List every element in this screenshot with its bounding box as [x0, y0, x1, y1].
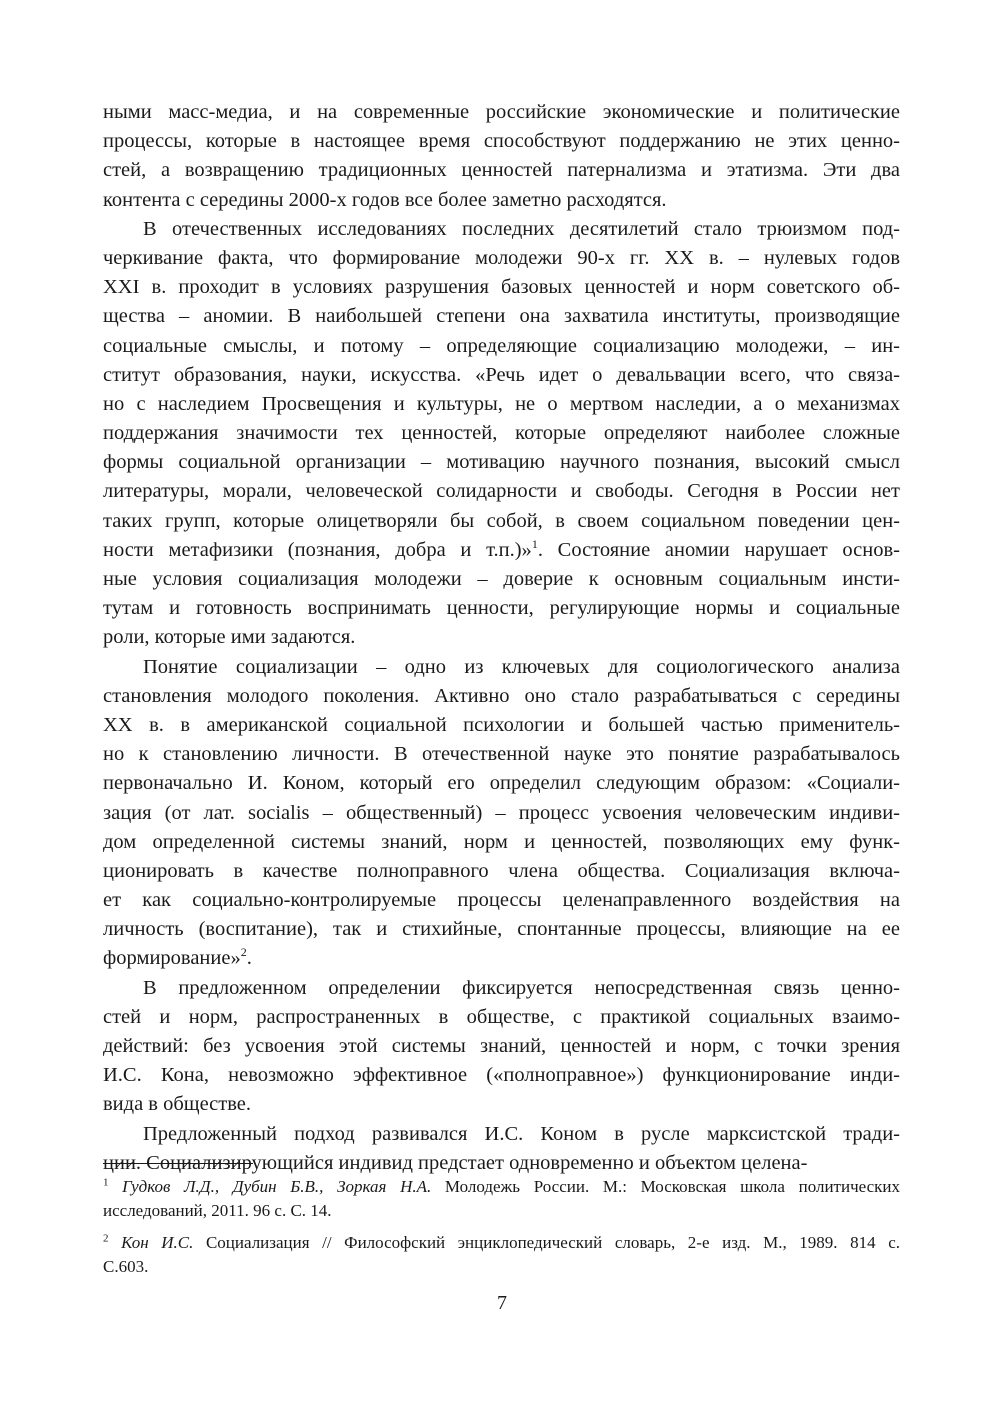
text-line: формы социальной организации – мотивацию научного познания, высокий смысл	[103, 451, 900, 474]
main-text	[103, 98, 900, 1178]
footnote-1-line-2: исследований, 2011. 96 с. С. 14.	[103, 1201, 332, 1220]
text-line: контента с середины 2000-х годов все более заметно расходятся.	[103, 188, 667, 211]
text-line: В отечественных исследованиях последних десятилетий стало трюизмом под-	[143, 217, 900, 240]
text-line: тутам и готовность воспринимать ценности, регулирующие нормы и социальные	[103, 597, 900, 620]
text-line: дом определенной системы знаний, норм и ценностей, позволяющих ему функ-	[103, 830, 900, 853]
text-line: первоначально И. Коном, который его определил следующим образом: «Социали-	[103, 772, 900, 795]
page-number: 7	[497, 1292, 507, 1314]
footnote-2-mark: 2	[103, 1232, 109, 1245]
footnote-ref-2: 2	[240, 945, 247, 960]
text-fragment: .	[246, 947, 252, 970]
text-line: вида в обществе.	[103, 1093, 252, 1116]
footnote-1	[103, 1175, 900, 1223]
text-line: процессы, которые в настоящее время способствуют поддержанию не этих ценно-	[103, 130, 900, 153]
footnote-1-author: Гудков Л.Д., Дубин Б.В., Зоркая Н.А.	[122, 1177, 432, 1196]
footnote-ref-1: 1	[531, 536, 538, 551]
text-fragment: . Состояние аномии нарушает основ-	[537, 538, 900, 561]
paragraph-p2	[103, 215, 900, 653]
footnote-1-mark: 1	[103, 1176, 109, 1189]
paragraph-p1	[103, 98, 900, 215]
text-line: ные условия социализация молодежи – доверие к основным социальным инсти-	[103, 568, 900, 590]
text-line: ции. Социализирующийся индивид предстает одновременно и объектом целена-	[103, 1151, 808, 1174]
footnote-2-title: Социализация // Философский энциклопедический словарь, 2-е изд. М., 1989. 814 с.	[193, 1233, 900, 1252]
page-body	[103, 98, 900, 1178]
text-line	[103, 536, 900, 565]
text-line	[103, 944, 900, 973]
text-line: В предложенном определении фиксируется непосредственная связь ценно-	[143, 976, 900, 999]
text-fragment: формирование»	[103, 947, 241, 970]
text-line: таких групп, которые олицетворяли бы собой, в своем социальном поведении цен-	[103, 509, 900, 532]
footnote-2-author: Кон И.С.	[121, 1233, 194, 1252]
text-line: ными масс-медиа, и на современные российские экономические и политические	[103, 101, 900, 123]
text-line: литературы, морали, человеческой солидарности и свободы. Сегодня в России нет	[103, 480, 900, 503]
paragraph-p5	[103, 1120, 900, 1178]
text-line: черкивание факта, что формирование молодежи 90-х гг. XX в. – нулевых годов	[103, 246, 900, 269]
text-line: но с наследием Просвещения и культуры, не о мертвом наследии, а о механизмах	[103, 392, 900, 415]
text-line: Предложенный подход развивался И.С. Коном в русле марксистской тради-	[143, 1122, 900, 1145]
text-line: роли, которые ими задаются.	[103, 626, 356, 649]
text-line: стей, а возвращению традиционных ценностей патернализма и этатизма. Эти два	[103, 159, 900, 182]
text-line: поддержания значимости тех ценностей, которые определяют наиболее сложные	[103, 422, 900, 445]
text-line: стей и норм, распространенных в обществе, с практикой социальных взаимо-	[103, 1005, 900, 1028]
footnote-1-title: Молодежь России. М.: Московская школа политических	[431, 1177, 900, 1196]
text-line: ционировать в качестве полноправного члена общества. Социализация включа-	[103, 859, 900, 882]
text-line: зация (от лат. socialis – общественный) – процесс усвоения человеческим индиви-	[103, 801, 900, 824]
text-line: социальные смыслы, и потому – определяющие социализацию молодежи, – ин-	[103, 334, 900, 357]
text-line: становления молодого поколения. Активно оно стало разрабатываться с середины	[103, 684, 900, 707]
footnote-2-line-2: С.603.	[103, 1257, 149, 1276]
footnotes	[103, 1175, 900, 1287]
text-line: XXI в. проходит в условиях разрушения базовых ценностей и норм советского об-	[103, 276, 900, 299]
text-fragment: ности метафизики (познания, добра и т.п.)»	[103, 538, 532, 561]
text-line: личность (воспитание), так и стихийные, спонтанные процессы, влияющие на ее	[103, 918, 900, 941]
footnote-2-line-1	[103, 1231, 900, 1255]
text-line: но к становлению личности. В отечественной науке это понятие разрабатывалось	[103, 743, 900, 766]
footnote-separator	[103, 1163, 253, 1164]
text-line: щества – аномии. В наибольшей степени она захватила институты, производящие	[103, 305, 900, 328]
paragraph-p3	[103, 653, 900, 974]
text-line: ет как социально-контролируемые процессы целенаправленного воздействия на	[103, 889, 900, 912]
paragraph-p4	[103, 974, 900, 1120]
text-line: XX в. в американской социальной психологии и большей частью применитель-	[103, 713, 900, 736]
text-line: И.С. Кона, невозможно эффективное («полноправное») функционирование инди-	[103, 1064, 900, 1087]
text-line: ститут образования, науки, искусства. «Речь идет о девальвации всего, что связа-	[103, 363, 900, 386]
text-line: Понятие социализации – одно из ключевых для социологического анализа	[143, 655, 900, 678]
footnote-1-line-1	[103, 1175, 900, 1199]
text-line: действий: без усвоения этой системы знаний, ценностей и норм, с точки зрения	[103, 1035, 900, 1057]
footnote-2	[103, 1231, 900, 1279]
